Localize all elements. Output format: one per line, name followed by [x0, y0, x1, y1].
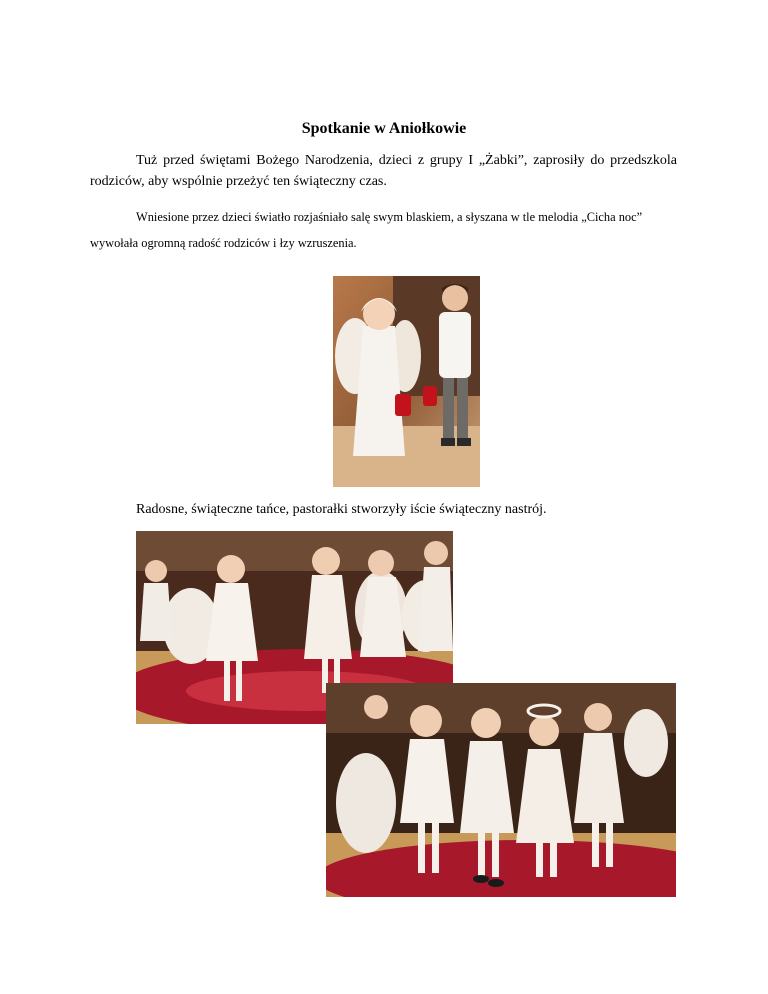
intro-paragraph: Tuż przed świętami Bożego Narodzenia, dzieci z grupy I „Żabki”, zaprosiły do przedszkola rodziców, aby wspólnie przeżyć ten świąteczny czas. — [90, 153, 677, 189]
document-title: Spotkanie w Aniołkowie — [301, 120, 467, 137]
dance-paragraph: Radosne, świąteczne tańce, pastorałki stworzyły iście świąteczny nastrój. — [136, 502, 547, 517]
photo-angel-with-lantern — [333, 276, 480, 487]
photo-angels-holding-hands — [326, 683, 676, 897]
light-paragraph: Wniesione przez dzieci światło rozjaśniało salę swym blaskiem, a słyszana w tle melodia „Cicha noc” wywołała ogromną radość rodziców i łzy wzruszenia. — [90, 210, 643, 250]
